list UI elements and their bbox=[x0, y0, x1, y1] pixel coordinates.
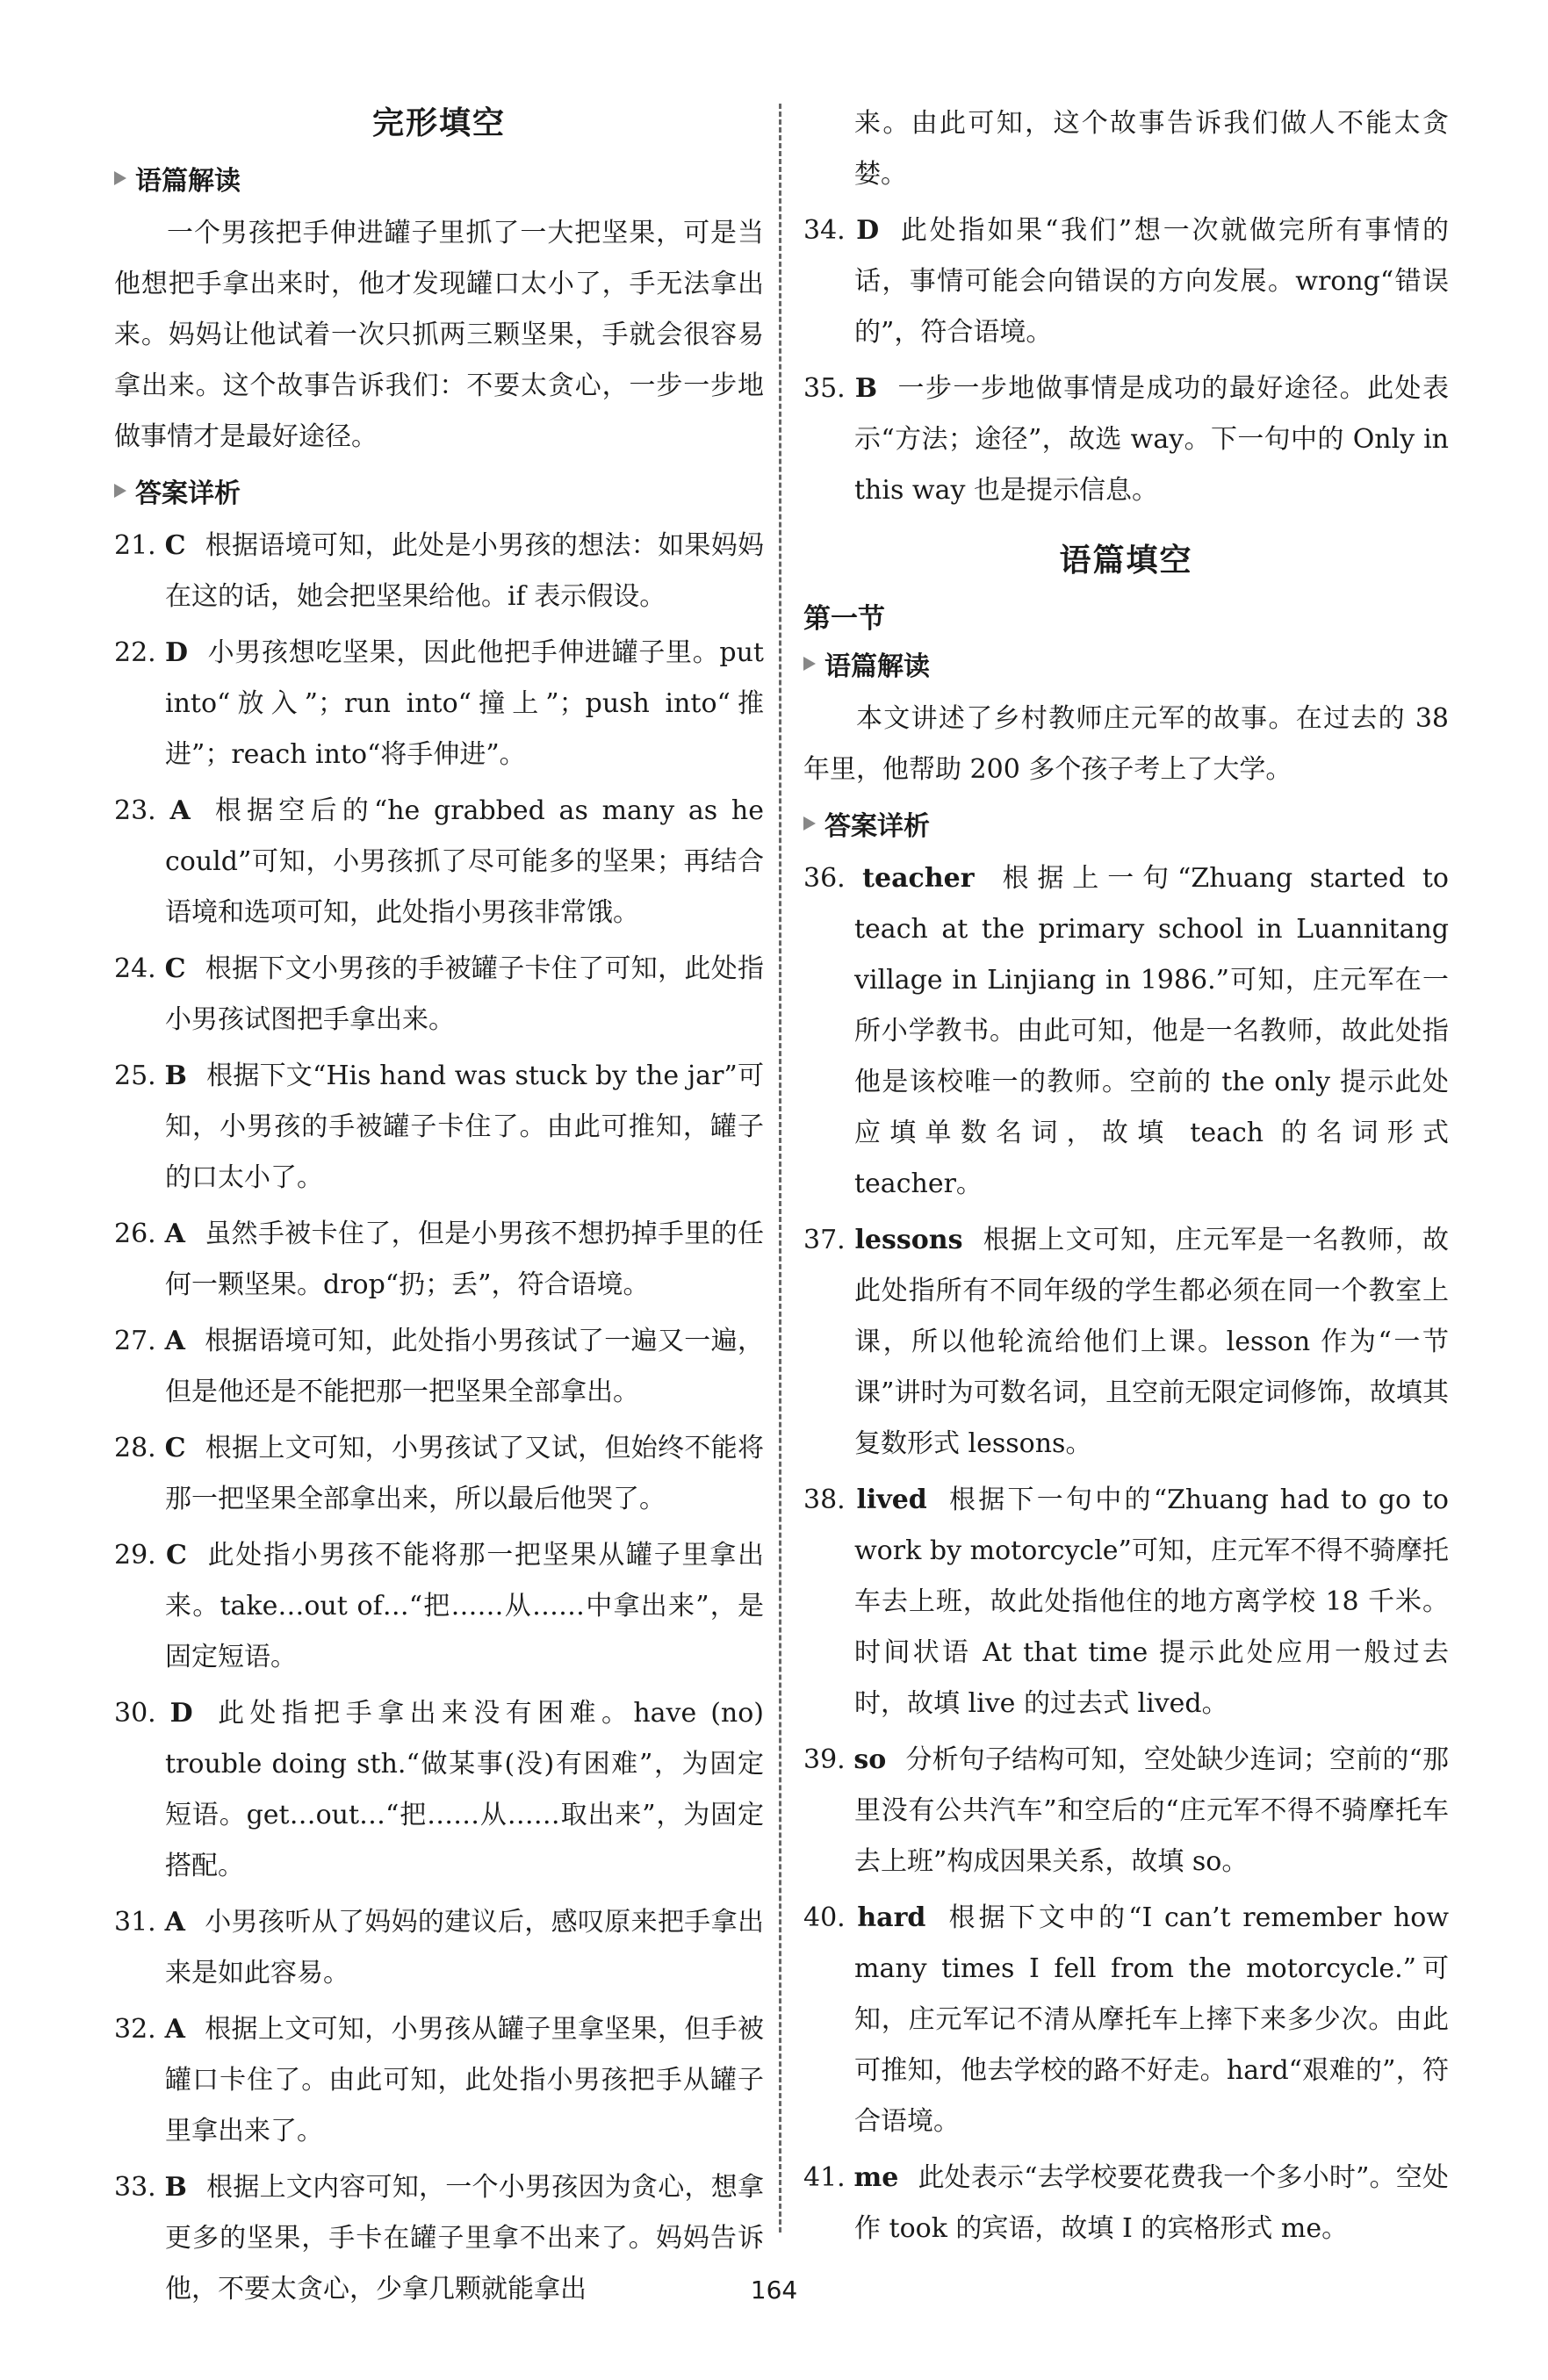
answer-item: 33. B 根据上文内容可知，一个小男孩因为贪心，想拿更多的坚果，手卡在罐子里拿不出来了。妈妈告诉他，不要太贪心，少拿几颗就能拿出 bbox=[114, 2172, 764, 2305]
answer-item: 36. teacher 根据上一句“Zhuang started to teach at the primary school in Luannitang village in Linjiang in 1986.”可知，庄元军在一所小学教书。由此可知，他是一名教师，故此处指他是该校唯一的教师。空前的 the only 提示此处应填单数名词，故填 teach 的名词形式 teacher。 bbox=[803, 863, 1449, 1199]
answers-label: 答案详析 bbox=[803, 804, 1449, 843]
answer-item: 27. A 根据语境可知，此处指小男孩试了一遍又一遍，但是他还是不能把那一把坚果全部拿出。 bbox=[114, 1326, 764, 1407]
answer-item: 39. so 分析句子结构可知，空处缺少连词；空前的“那里没有公共汽车”和空后的“庄元军不得不骑摩托车去上班”构成因果关系，故填 so。 bbox=[803, 1744, 1449, 1877]
answer-item: 22. D 小男孩想吃坚果，因此他把手伸进罐子里。put into“放入”；run into“撞上”；push into“推进”；reach into“将手伸进”。 bbox=[114, 637, 764, 770]
answer-item: 29. C 此处指小男孩不能将那一把坚果从罐子里拿出来。take…out of…“把……从……中拿出来”，是固定短语。 bbox=[114, 1540, 764, 1672]
answer-item: 38. lived 根据下一句中的“Zhuang had to go to work by motorcycle”可知，庄元军不得不骑摩托车去上班，故此处指他住的地方离学校 18 千米。时间状语 At that time 提示此处应用一般过去时，故填 live 的过去式 lived。 bbox=[803, 1485, 1449, 1719]
column-divider bbox=[779, 104, 781, 2233]
answers-label: 答案详析 bbox=[114, 471, 764, 510]
reading-text: 本文讲述了乡村教师庄元军的故事。在过去的 38 年里，他帮助 200 多个孩子考上了大学。 bbox=[803, 703, 1449, 785]
answer-item: 28. C 根据上文可知，小男孩试了又试，但始终不能将那一把坚果全部拿出来，所以最后他哭了。 bbox=[114, 1433, 765, 1514]
section-title-cloze: 完形填空 bbox=[371, 104, 506, 141]
reading-text: 一个男孩把手伸进罐子里抓了一大把坚果，可是当他想把手拿出来时，他才发现罐口太小了，手无法拿出来。妈妈让他试着一次只抓两三颗坚果，手就会很容易拿出来。这个故事告诉我们：不要太贪心，一步一步地做事情才是最好途径。 bbox=[114, 218, 764, 452]
reading-label: 语篇解读 bbox=[803, 644, 1449, 683]
triangle-bullet-icon bbox=[114, 484, 126, 498]
answer-item: 30. D 此处指把手拿出来没有困难。have (no) trouble doing sth.“做某事(没)有困难”，为固定短语。get…out…“把……从……取出来”，为固定搭配。 bbox=[114, 1698, 764, 1881]
answer-item: 35. B 一步一步地做事情是成功的最好途径。此处表示“方法；途径”，故选 way。下一句中的 Only in this way 也是提示信息。 bbox=[803, 373, 1449, 506]
answer-item: 37. lessons 根据上文可知，庄元军是一名教师，故此处指所有不同年级的学生都必须在同一个教室上课，所以他轮流给他们上课。lesson 作为“一节课”讲时为可数名词，且空前无限定词修饰，故填其复数形式 lessons。 bbox=[803, 1225, 1450, 1459]
page-number: 164 bbox=[750, 2276, 798, 2305]
section-title-passage-fill: 语篇填空 bbox=[1059, 542, 1193, 579]
triangle-bullet-icon bbox=[803, 816, 816, 830]
triangle-bullet-icon bbox=[114, 171, 126, 185]
right-column bbox=[803, 98, 1449, 2260]
answer-item: 23. A 根据空后的“he grabbed as many as he could”可知，小男孩抓了尽可能多的坚果；再结合语境和选项可知，此处指小男孩非常饿。 bbox=[114, 795, 764, 928]
answer-item: 26. A 虽然手被卡住了，但是小男孩不想扔掉手里的任何一颗坚果。drop“扔；丢”，符合语境。 bbox=[114, 1219, 764, 1300]
answer-item-continued: 来。由此可知，这个故事告诉我们做人不能太贪婪。 bbox=[854, 108, 1449, 190]
answer-item: 40. hard 根据下文中的“I can’t remember how many times I fell from the motorcycle.”可知，庄元军记不清从摩托车上摔下来多少次。由此可推知，他去学校的路不好走。hard“艰难的”，符合语境。 bbox=[803, 1902, 1450, 2137]
answer-item: 25. B 根据下文“His hand was stuck by the jar”可知，小男孩的手被罐子卡住了。由此可推知，罐子的口太小了。 bbox=[114, 1061, 764, 1193]
reading-label: 语篇解读 bbox=[114, 159, 764, 198]
subsection-heading: 第一节 bbox=[803, 603, 885, 635]
triangle-bullet-icon bbox=[803, 657, 816, 671]
left-column bbox=[114, 98, 764, 2320]
answer-item: 24. C 根据下文小男孩的手被罐子卡住了可知，此处指小男孩试图把手拿出来。 bbox=[114, 953, 765, 1035]
answer-item: 21. C 根据语境可知，此处是小男孩的想法：如果妈妈在这的话，她会把坚果给他。if 表示假设。 bbox=[114, 530, 765, 612]
answer-item: 41. me 此处表示“去学校要花费我一个多小时”。空处作 took 的宾语，故填 I 的宾格形式 me。 bbox=[803, 2162, 1449, 2244]
answer-item: 32. A 根据上文可知，小男孩从罐子里拿坚果，但手被罐口卡住了。由此可知，此处指小男孩把手从罐子里拿出来了。 bbox=[114, 2014, 764, 2146]
answer-item: 34. D 此处指如果“我们”想一次就做完所有事情的话，事情可能会向错误的方向发展。wrong“错误的”，符合语境。 bbox=[803, 215, 1449, 348]
answer-item: 31. A 小男孩听从了妈妈的建议后，感叹原来把手拿出来是如此容易。 bbox=[114, 1907, 764, 1988]
